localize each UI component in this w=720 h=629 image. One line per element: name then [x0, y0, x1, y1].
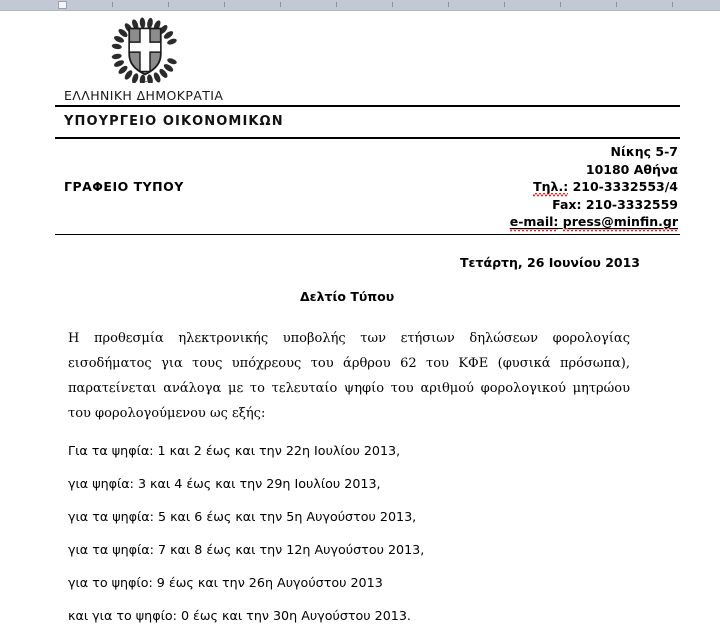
- ruler-tick: [616, 2, 617, 7]
- ruler-tick: [504, 2, 505, 7]
- contact-email-address[interactable]: press@minfin.gr: [563, 214, 678, 232]
- contact-phone-row: [510, 178, 678, 196]
- contact-email-row[interactable]: [510, 213, 678, 231]
- ruler-tick: [336, 2, 337, 7]
- contact-street: Νίκης 5-7: [610, 144, 678, 159]
- list-item: Για τα ψηφία: 1 και 2 έως και την 22η Ιουλίου 2013,: [68, 442, 401, 458]
- ruler-tick: [112, 2, 113, 7]
- letterhead: [55, 87, 680, 235]
- deadline-list: [0, 442, 720, 624]
- list-item: και για το ψηφίο: 0 έως και την 30η Αυγούστου 2013.: [68, 607, 411, 623]
- header-rule-bottom: [55, 234, 680, 235]
- press-office-label: ΓΡΑΦΕΙΟ ΤΥΠΟΥ: [64, 179, 184, 194]
- office-contact-row: [55, 139, 680, 234]
- document-page: [0, 11, 720, 629]
- list-item: για ψηφία: 3 και 4 έως και την 29η Ιουλίου 2013,: [68, 475, 381, 491]
- document-ruler[interactable]: [0, 0, 720, 11]
- ruler-tick: [560, 2, 561, 7]
- ruler-tick: [448, 2, 449, 7]
- ruler-tick: [392, 2, 393, 7]
- ruler-tick: [168, 2, 169, 7]
- page-title: Δελτίο Τύπου: [300, 288, 395, 304]
- emblem-container: [0, 11, 290, 87]
- list-item: για τα ψηφία: 5 και 6 έως και την 5η Αυγούστου 2013,: [68, 508, 417, 524]
- contact-phone-number: 210-3332553/4: [572, 179, 678, 194]
- ruler-tick: [672, 2, 673, 7]
- contact-email-label: e-mail:: [510, 214, 559, 232]
- contact-fax: Fax: 210-3332559: [552, 196, 678, 212]
- first-line-indent-marker[interactable]: [58, 1, 67, 9]
- contact-city: 10180 Αθήνα: [585, 161, 678, 177]
- ruler-tick: [280, 2, 281, 7]
- ruler-tick: [224, 2, 225, 7]
- list-item: για το ψηφίο: 9 έως και την 26η Αυγούστου 2013: [68, 574, 383, 590]
- intro-paragraph: Η προθεσμία ηλεκτρονικής υποβολής των ετήσιων δηλώσεων φορολογίας εισοδήματος για τους υπόχρεους του άρθρου 62 του ΚΦΕ (φυσικά πρόσωπα), παρατείνεται ανάλογα με το τελευταίο ψηφίο του αριθμού φορολογικού μητρώου του φορολογούμενου ως εξής:: [68, 330, 630, 421]
- ministry-label: ΥΠΟΥΡΓΕΙΟ ΟΙΚΟΝΟΜΙΚΩΝ: [64, 114, 284, 129]
- contact-phone-label: Τηλ.:: [533, 179, 568, 197]
- list-item: για τα ψηφία: 7 και 8 έως και την 12η Αυγούστου 2013,: [68, 541, 425, 557]
- hellenic-republic-coat-of-arms-icon: [109, 17, 181, 83]
- document-date: Τετάρτη, 26 Ιουνίου 2013: [460, 254, 640, 270]
- contact-block: [510, 143, 678, 231]
- republic-label: ΕΛΛΗΝΙΚΗ ΔΗΜΟΚΡΑΤΙΑ: [64, 88, 224, 103]
